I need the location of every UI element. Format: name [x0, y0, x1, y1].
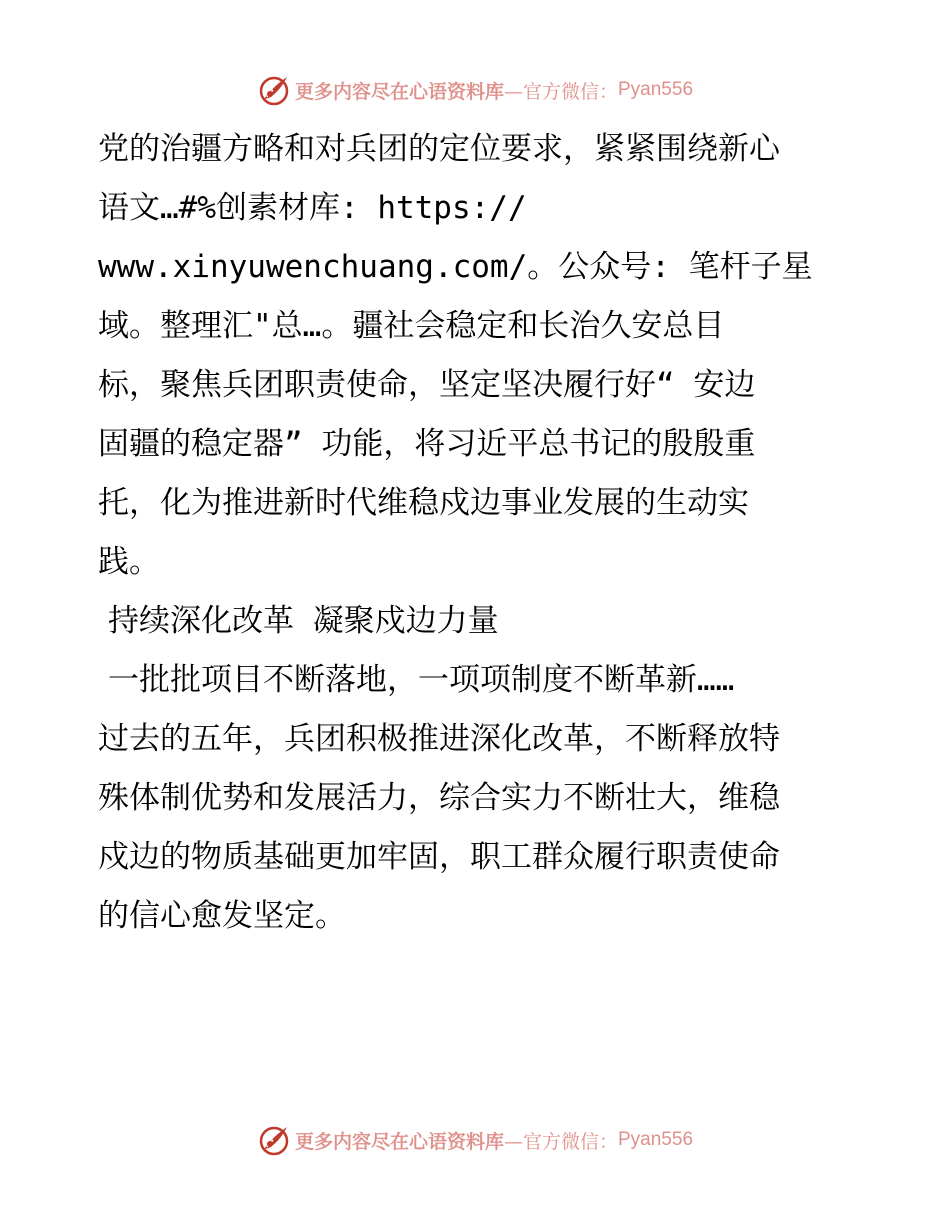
paragraph-line: 托，化为推进新时代维稳戍边事业发展的生动实 [98, 485, 749, 521]
footer-banner-wechat-id: Pyan556 [618, 1129, 694, 1150]
paragraph-1 [98, 120, 858, 592]
footer-banner-text: 更多内容尽在心语资料库 [294, 1130, 504, 1153]
paragraph-line: 一批批项目不断落地，一项项制度不断革新…… [108, 662, 735, 698]
paragraph-line: 过去的五年，兵团积极推进深化改革，不断释放特 [98, 721, 780, 757]
quill-pen-logo-icon [257, 1123, 291, 1157]
paragraph-line: 标，聚焦兵团职责使命，坚定坚决履行好“ 安边 [98, 367, 756, 403]
paragraph-line: www.xinyuwenchuang.com/。公众号: 笔杆子星 [98, 249, 813, 285]
paragraph-line: 党的治疆方略和对兵团的定位要求，紧紧围绕新心 [98, 131, 780, 167]
header-banner-text: 更多内容尽在心语资料库 [294, 80, 504, 103]
paragraph-line: 戍边的物质基础更加牢固，职工群众履行职责使命 [98, 839, 780, 875]
quill-pen-logo-icon [257, 73, 291, 107]
paragraph-line: 域。整理汇"总…。疆社会稳定和长治久安总目 [98, 308, 725, 344]
paragraph-line: 的信心愈发坚定。 [98, 898, 346, 934]
paragraph-line: 践。 [98, 544, 160, 580]
paragraph-line: 殊体制优势和发展活力，综合实力不断壮大，维稳 [98, 780, 780, 816]
paragraph-2 [98, 651, 858, 946]
paragraph-line: 固疆的稳定器” 功能，将习近平总书记的殷殷重 [98, 426, 756, 462]
section-heading: 持续深化改革 凝聚戍边力量 [108, 603, 499, 639]
footer-banner-separator: —官方微信： [503, 1130, 618, 1153]
document-body [98, 120, 858, 946]
footer-banner [0, 1120, 950, 1160]
header-banner-wechat-id: Pyan556 [618, 79, 694, 100]
paragraph-line: 语文…#%创素材库: https:// [98, 190, 527, 226]
header-banner [0, 70, 950, 110]
header-banner-separator: —官方微信： [503, 80, 618, 103]
